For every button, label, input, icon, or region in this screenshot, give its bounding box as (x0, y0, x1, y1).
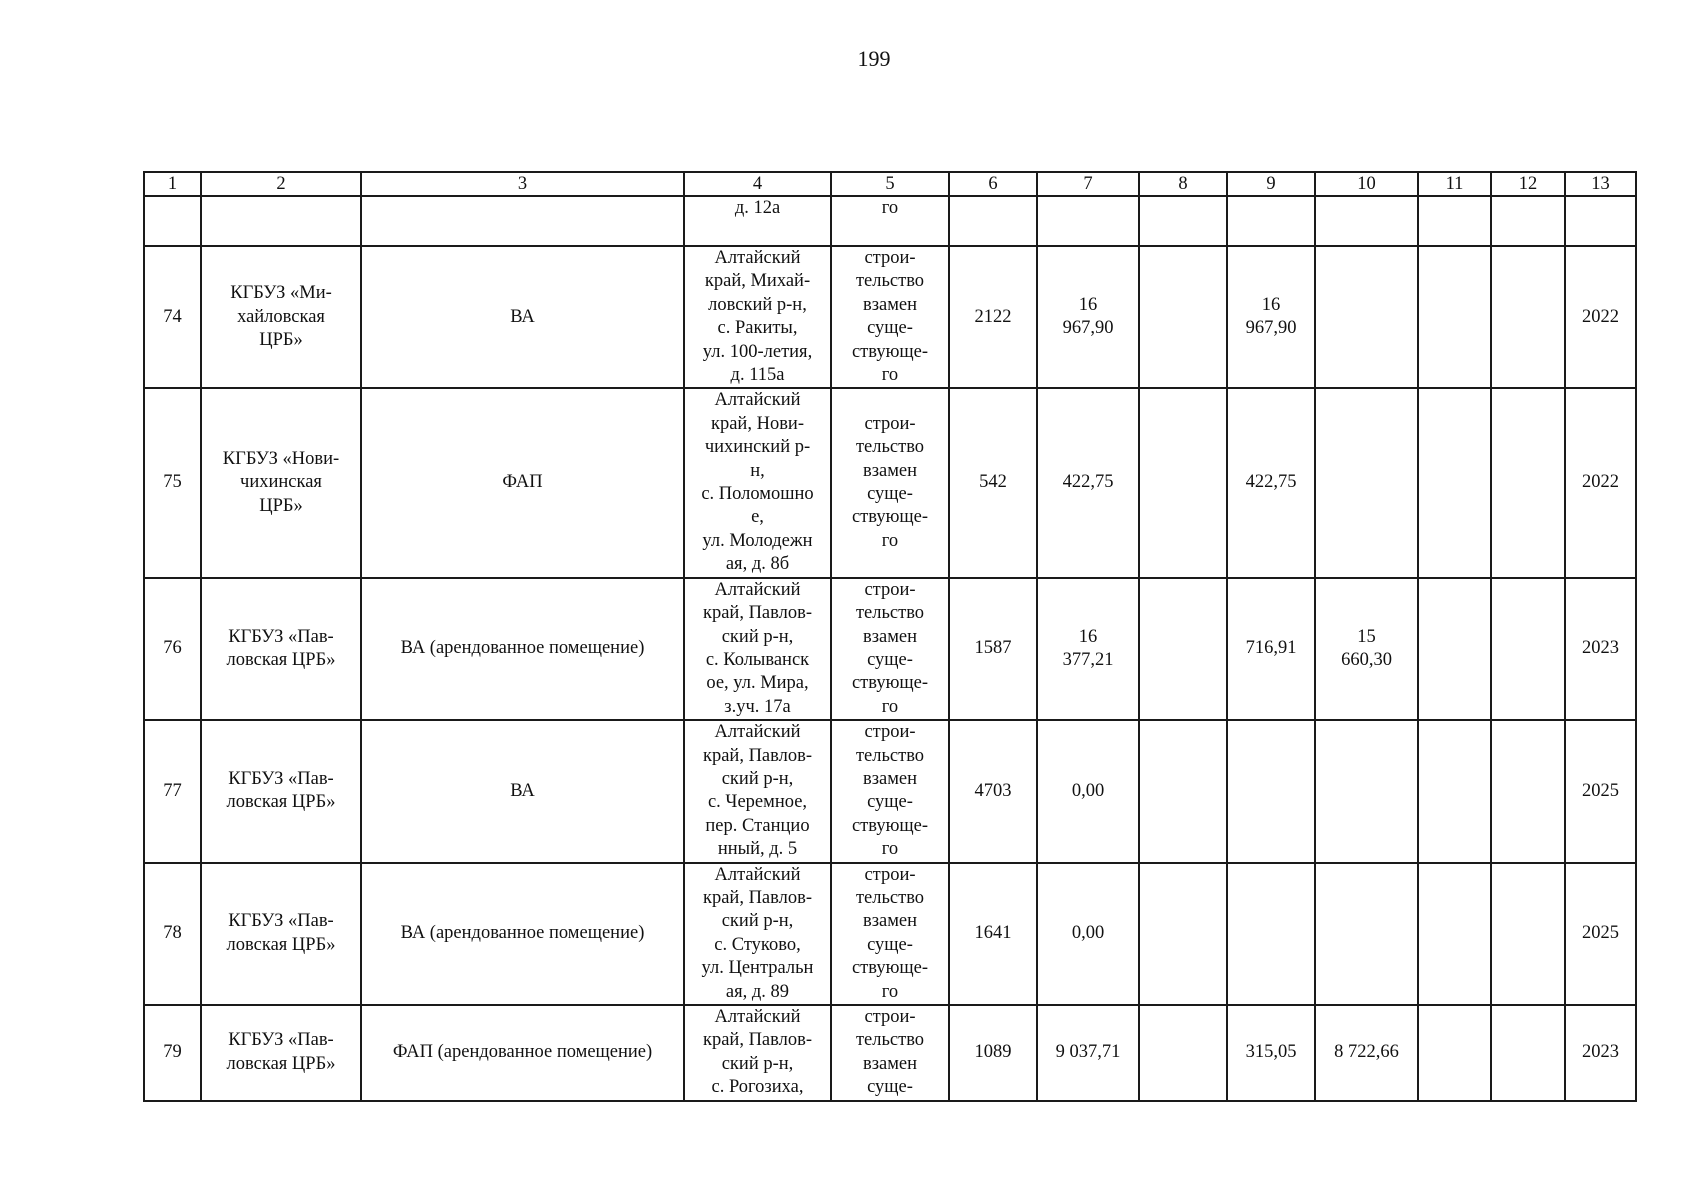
table-row (144, 1005, 1636, 1101)
row-number-cell: 79 (144, 1005, 201, 1101)
address-cell-line: е, (751, 507, 764, 528)
work-type-cell-line: суще- (867, 1077, 913, 1098)
column-10-cell (1315, 720, 1418, 862)
address-cell-line: Алтайский (714, 390, 801, 411)
work-type-cell-line: суще- (867, 318, 913, 339)
organization-cell-line: КГБУЗ «Ми- (230, 283, 332, 304)
address-cell-line: с. Рогозиха, (711, 1077, 804, 1098)
total-cost-cell-line: 0,00 (1071, 780, 1105, 801)
organization-cell-line: КГБУЗ «Пав- (228, 1030, 334, 1051)
work-type-cell-line: суще- (867, 649, 913, 670)
address-cell-line: с. Поломошно (701, 484, 814, 505)
address-cell-line: Алтайский (714, 864, 801, 885)
address-cell-line: ский р-н, (721, 626, 794, 647)
table-row (144, 388, 1636, 577)
organization-cell-line: ЦРБ» (259, 495, 303, 516)
row-number-cell: 75 (144, 388, 201, 577)
column-11-cell (1418, 720, 1491, 862)
column-9-cell (1227, 196, 1315, 246)
row-number-cell: 77 (144, 720, 201, 862)
object-type-cell: ВА (арендованное помещение) (361, 578, 684, 720)
column-10-cell (1315, 388, 1418, 577)
work-type-cell-line: ствующе- (851, 815, 929, 836)
year-cell: 2025 (1565, 863, 1636, 1005)
column-12-cell (1491, 388, 1565, 577)
work-type-cell-line: тельство (855, 437, 925, 458)
year-cell: 2025 (1565, 720, 1636, 862)
total-cost-cell-line: 422,75 (1062, 472, 1114, 493)
area-cell (949, 196, 1037, 246)
address-cell-line: ловский р-н, (708, 294, 807, 315)
column-8-cell (1139, 863, 1227, 1005)
address-cell-line: пер. Станцио (705, 815, 810, 836)
address-cell-line: ул. Молодежн (702, 530, 813, 551)
object-type-cell: ФАП (арендованное помещение) (361, 1005, 684, 1101)
work-type-cell-line: суще- (867, 934, 913, 955)
total-cost-cell (1037, 388, 1139, 577)
organization-cell (201, 388, 361, 577)
total-cost-cell (1037, 720, 1139, 862)
total-cost-cell-line: 967,90 (1062, 318, 1114, 339)
total-cost-cell (1037, 196, 1139, 246)
address-cell-line: чихинский р- (704, 437, 811, 458)
column-header-6: 6 (949, 172, 1037, 196)
address-cell-line: Алтайский (714, 1007, 801, 1027)
column-9-cell (1227, 1005, 1315, 1101)
work-type-cell-line: го (881, 981, 899, 1002)
table-row (144, 720, 1636, 862)
year-cell: 2022 (1565, 388, 1636, 577)
column-10-cell (1315, 863, 1418, 1005)
work-type-cell-line: строи- (864, 1007, 916, 1027)
address-cell-line: с. Ракиты, (717, 318, 798, 339)
work-type-cell-line: взамен (862, 294, 918, 315)
column-11-cell (1418, 1005, 1491, 1101)
column-header-3: 3 (361, 172, 684, 196)
column-9-cell-line: 967,90 (1245, 318, 1297, 339)
work-type-cell-line: го (881, 530, 899, 551)
organization-cell-line: КГБУЗ «Нови- (222, 448, 340, 469)
organization-cell-line: чихинская (240, 472, 322, 493)
organization-cell-line: ловская ЦРБ» (226, 792, 336, 813)
work-type-cell (831, 196, 949, 246)
area-cell: 1641 (949, 863, 1037, 1005)
column-10-cell-line: 8 722,66 (1334, 1042, 1399, 1063)
organization-cell-line: ловская ЦРБ» (226, 649, 336, 670)
address-cell (684, 578, 831, 720)
organization-cell-line: КГБУЗ «Пав- (228, 626, 334, 647)
column-11-cell (1418, 578, 1491, 720)
address-cell (684, 388, 831, 577)
column-9-cell (1227, 863, 1315, 1005)
work-type-cell-line: го (881, 839, 899, 860)
table-row (144, 863, 1636, 1005)
address-cell (684, 720, 831, 862)
area-cell: 4703 (949, 720, 1037, 862)
work-type-cell-line: го (881, 198, 899, 218)
total-cost-cell-line: 16 (1078, 294, 1098, 315)
address-cell-line: ое, ул. Мира, (706, 673, 809, 694)
column-10-cell (1315, 246, 1418, 388)
address-cell-line: ая, д. 89 (725, 981, 790, 1002)
address-cell (684, 246, 831, 388)
column-header-9: 9 (1227, 172, 1315, 196)
address-cell-line: с. Колыванск (705, 649, 810, 670)
column-8-cell (1139, 246, 1227, 388)
column-11-cell (1418, 388, 1491, 577)
column-9-cell (1227, 246, 1315, 388)
organization-cell (201, 196, 361, 246)
area-cell: 2122 (949, 246, 1037, 388)
address-cell (684, 1005, 831, 1101)
address-cell-line: край, Павлов- (702, 1030, 813, 1051)
organization-cell (201, 720, 361, 862)
column-header-13: 13 (1565, 172, 1636, 196)
address-cell-line: край, Павлов- (702, 603, 813, 624)
column-9-cell (1227, 578, 1315, 720)
work-type-cell (831, 863, 949, 1005)
column-8-cell (1139, 720, 1227, 862)
organization-cell (201, 246, 361, 388)
organization-cell-line: ЦРБ» (259, 329, 303, 350)
column-9-cell (1227, 388, 1315, 577)
total-cost-cell-line: 0,00 (1071, 923, 1105, 944)
total-cost-cell-line: 16 (1078, 626, 1098, 647)
column-number-row (144, 172, 1636, 196)
column-10-cell-line: 15 (1357, 626, 1376, 647)
address-cell-line: ский р-н, (721, 768, 794, 789)
work-type-cell (831, 578, 949, 720)
organization-cell-line: ловская ЦРБ» (226, 934, 336, 955)
total-cost-cell (1037, 1005, 1139, 1101)
address-cell-line: с. Черемное, (707, 792, 808, 813)
total-cost-cell-line: 377,21 (1062, 649, 1114, 670)
total-cost-cell-line: 9 037,71 (1055, 1042, 1121, 1063)
column-11-cell (1418, 863, 1491, 1005)
column-8-cell (1139, 196, 1227, 246)
work-type-cell (831, 388, 949, 577)
address-cell-line: ский р-н, (721, 1053, 794, 1074)
work-type-cell-line: взамен (862, 911, 918, 932)
work-type-cell-line: ствующе- (851, 341, 929, 362)
work-type-cell-line: суще- (867, 792, 913, 813)
object-type-cell: ВА (361, 246, 684, 388)
column-8-cell (1139, 388, 1227, 577)
work-type-cell-line: строи- (864, 722, 916, 743)
address-cell-line: край, Михай- (704, 271, 811, 292)
column-10-cell (1315, 1005, 1418, 1101)
column-11-cell (1418, 246, 1491, 388)
address-cell-line: н, (750, 460, 765, 481)
year-cell: 2022 (1565, 246, 1636, 388)
table-row (144, 196, 1636, 246)
table-body (144, 196, 1636, 1101)
work-type-cell-line: тельство (855, 271, 925, 292)
column-12-cell (1491, 578, 1565, 720)
work-type-cell-line: го (881, 696, 899, 717)
organization-cell (201, 863, 361, 1005)
column-header-5: 5 (831, 172, 949, 196)
work-type-cell-line: взамен (862, 768, 918, 789)
column-8-cell (1139, 578, 1227, 720)
column-header-11: 11 (1418, 172, 1491, 196)
object-type-cell: ФАП (361, 388, 684, 577)
object-type-cell: ВА (361, 720, 684, 862)
area-cell: 542 (949, 388, 1037, 577)
column-header-7: 7 (1037, 172, 1139, 196)
work-type-cell (831, 246, 949, 388)
column-8-cell (1139, 1005, 1227, 1101)
work-type-cell-line: го (881, 365, 899, 386)
column-10-cell-line: 660,30 (1341, 649, 1392, 670)
area-cell: 1587 (949, 578, 1037, 720)
address-cell-line: Алтайский (714, 722, 801, 743)
work-type-cell-line: тельство (855, 1030, 925, 1051)
column-header-10: 10 (1315, 172, 1418, 196)
work-type-cell-line: ствующе- (851, 958, 929, 979)
column-12-cell (1491, 720, 1565, 862)
column-header-1: 1 (144, 172, 201, 196)
column-9-cell-line: 422,75 (1245, 472, 1297, 493)
organization-cell-line: КГБУЗ «Пав- (228, 768, 334, 789)
work-type-cell-line: строи- (864, 579, 916, 600)
address-cell-line: ул. 100-летия, (702, 341, 813, 362)
address-cell-line: з.уч. 17а (724, 696, 791, 717)
year-cell: 2023 (1565, 578, 1636, 720)
address-cell-line: край, Павлов- (702, 745, 813, 766)
column-header-8: 8 (1139, 172, 1227, 196)
row-number-cell: 76 (144, 578, 201, 720)
work-type-cell-line: тельство (855, 887, 925, 908)
row-number-cell: 74 (144, 246, 201, 388)
row-number-cell (144, 196, 201, 246)
work-type-cell-line: взамен (862, 1053, 918, 1074)
table-row (144, 578, 1636, 720)
column-9-cell-line: 16 (1261, 294, 1281, 315)
work-type-cell-line: взамен (862, 460, 918, 481)
year-cell: 2023 (1565, 1005, 1636, 1101)
work-type-cell-line: суще- (867, 484, 913, 505)
total-cost-cell (1037, 863, 1139, 1005)
work-type-cell-line: тельство (855, 745, 925, 766)
column-header-2: 2 (201, 172, 361, 196)
column-11-cell (1418, 196, 1491, 246)
page-number: 199 (857, 46, 891, 71)
column-10-cell (1315, 578, 1418, 720)
column-header-12: 12 (1491, 172, 1565, 196)
work-type-cell-line: строи- (864, 864, 916, 885)
organization-cell-line: КГБУЗ «Пав- (228, 911, 334, 932)
work-type-cell-line: строи- (864, 248, 916, 268)
work-type-cell (831, 1005, 949, 1101)
column-12-cell (1491, 1005, 1565, 1101)
address-cell (684, 863, 831, 1005)
area-cell: 1089 (949, 1005, 1037, 1101)
column-12-cell (1491, 863, 1565, 1005)
column-9-cell (1227, 720, 1315, 862)
work-type-cell-line: ствующе- (851, 507, 929, 528)
total-cost-cell (1037, 578, 1139, 720)
address-cell (684, 196, 831, 246)
address-cell-line: ул. Центральн (701, 958, 814, 979)
column-9-cell-line: 716,91 (1245, 638, 1297, 659)
address-cell-line: д. 115а (730, 365, 785, 386)
year-cell (1565, 196, 1636, 246)
address-cell-line: ая, д. 8б (725, 554, 790, 575)
total-cost-cell (1037, 246, 1139, 388)
table-row (144, 246, 1636, 388)
address-cell-line: Алтайский (714, 248, 801, 268)
column-header-4: 4 (684, 172, 831, 196)
organization-cell (201, 1005, 361, 1101)
column-12-cell (1491, 196, 1565, 246)
column-12-cell (1491, 246, 1565, 388)
work-type-cell (831, 720, 949, 862)
organization-cell-line: хайловская (237, 306, 325, 327)
work-type-cell-line: ствующе- (851, 673, 929, 694)
column-10-cell (1315, 196, 1418, 246)
object-type-cell (361, 196, 684, 246)
organization-cell-line: ловская ЦРБ» (226, 1053, 336, 1074)
organization-cell (201, 578, 361, 720)
work-type-cell-line: взамен (862, 626, 918, 647)
construction-registry-table (143, 171, 1637, 1102)
object-type-cell: ВА (арендованное помещение) (361, 863, 684, 1005)
address-cell-line: с. Стуково, (714, 934, 801, 955)
address-cell-line: д. 12а (734, 198, 781, 218)
column-9-cell-line: 315,05 (1245, 1042, 1297, 1063)
address-cell-line: нный, д. 5 (717, 839, 798, 860)
row-number-cell: 78 (144, 863, 201, 1005)
work-type-cell-line: строи- (864, 413, 916, 434)
address-cell-line: ский р-н, (721, 911, 794, 932)
work-type-cell-line (835, 389, 945, 412)
address-cell-line: Алтайский (714, 579, 801, 600)
address-cell-line: край, Нови- (710, 413, 804, 434)
address-cell-line: край, Павлов- (702, 887, 813, 908)
work-type-cell-line: тельство (855, 603, 925, 624)
